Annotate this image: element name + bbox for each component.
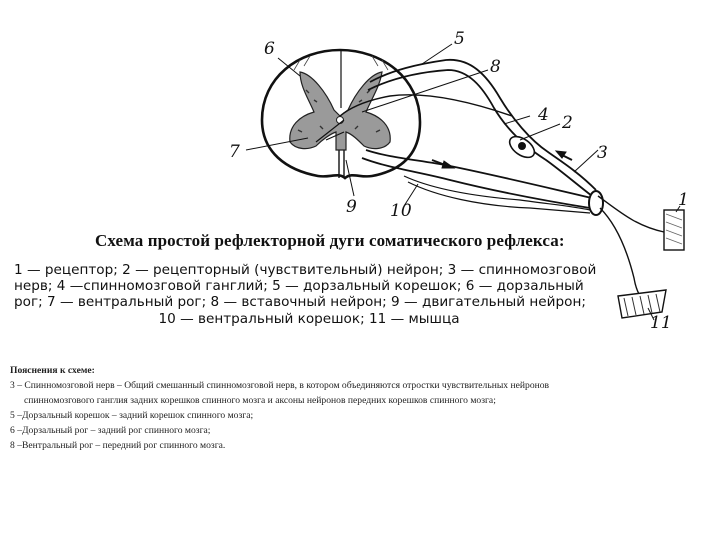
legend-line: 1 — рецептор; 2 — рецепторный (чувствительный) нейрон; 3 — спинномозговой (14, 262, 597, 278)
note-item: 8 –Вентральный рог – передний рог спинного мозга. (10, 440, 226, 451)
spinal-cord (262, 50, 420, 178)
label-10: 10 (390, 201, 412, 221)
legend-line: нерв; 4 —спинномозговой ганглий; 5 — дорзальный корешок; 6 — дорзальный (14, 278, 584, 295)
explanation-notes (10, 363, 715, 453)
note-item: 5 –Дорзальный корешок – задний корешок спинного мозга; (10, 410, 254, 421)
legend-line: рог; 7 — вентральный рог; 8 — вставочный нейрон; 9 — двигательный нейрон; (14, 294, 586, 311)
note-item: 3 – Спинномозговой нерв – Общий смешанный спинномозговой нерв, в котором объединяются отростки чувствительных нейронов (10, 380, 550, 391)
legend-line: 10 — вентральный корешок; 11 — мышца (158, 310, 460, 327)
label-8: 8 (490, 57, 501, 77)
label-7: 7 (229, 142, 240, 162)
note-item: 6 –Дорзальный рог – задний рог спинного мозга; (10, 425, 211, 436)
label-3: 3 (597, 143, 608, 163)
label-11: 11 (650, 313, 672, 333)
label-6: 6 (264, 39, 275, 59)
note-item: спинномозгового ганглия задних корешков спинного мозга и аксоны нейронов передних корешков спинного мозга; (24, 395, 496, 406)
label-2: 2 (562, 113, 573, 133)
notes-heading: Пояснения к схеме: (10, 365, 95, 376)
caption-legend (14, 262, 604, 327)
receptor (664, 210, 684, 250)
caption-title: Схема простой рефлекторной дуги соматического рефлекса: (95, 231, 565, 250)
label-1: 1 (678, 190, 689, 210)
label-9: 9 (346, 197, 357, 217)
label-5: 5 (454, 29, 465, 49)
label-4: 4 (538, 105, 549, 125)
